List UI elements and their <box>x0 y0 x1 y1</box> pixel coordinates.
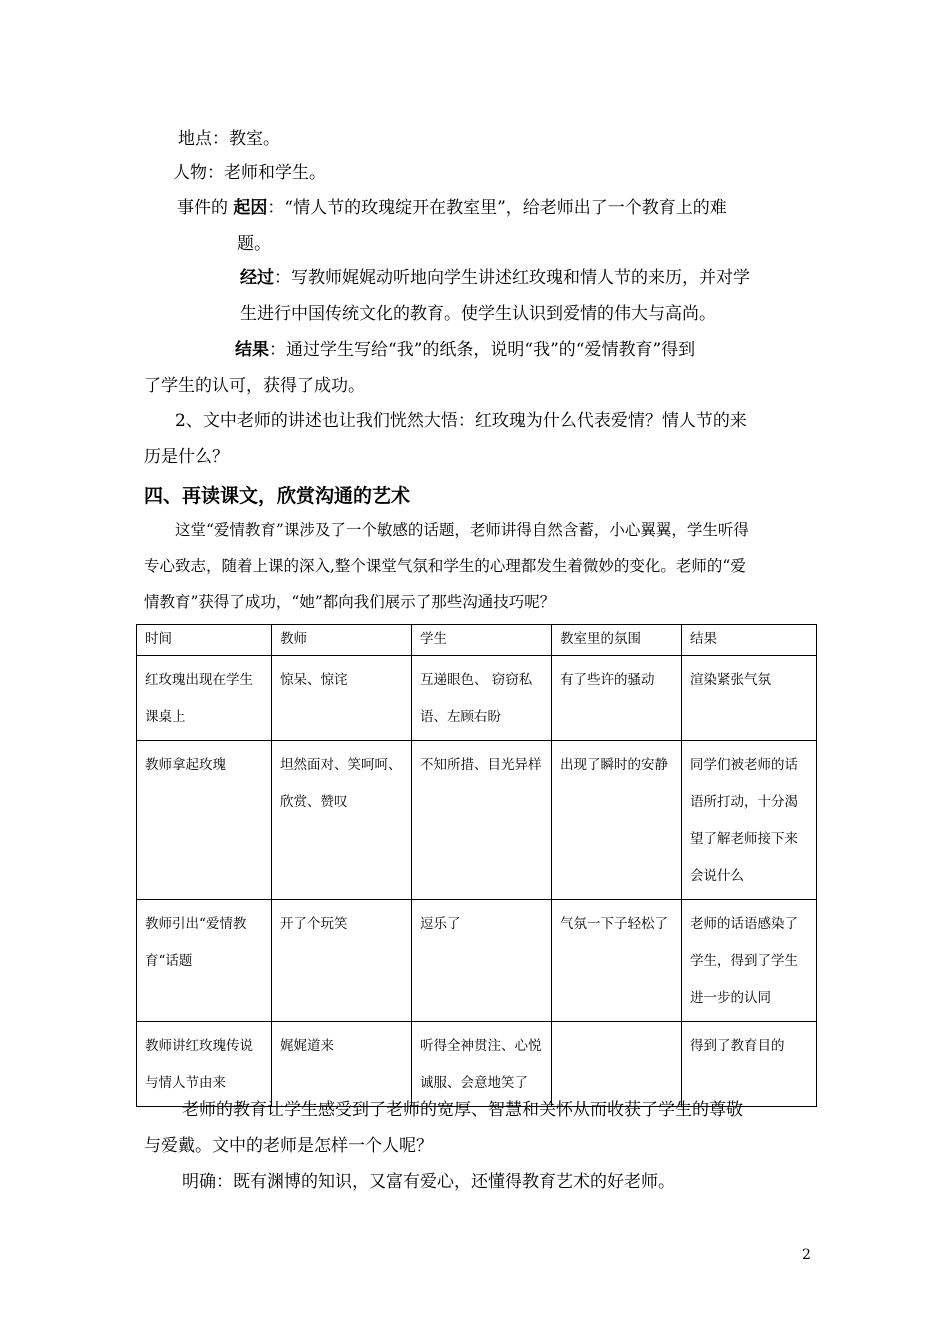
people-line: 人物：老师和学生。 <box>173 163 326 183</box>
header-atmosphere: 教室里的氛围 <box>552 625 682 656</box>
table-cell: 听得全神贯注、心悦诚服、会意地笑了 <box>412 1022 552 1107</box>
question-2-line-cont: 历是什么？ <box>144 447 229 467</box>
conclusion-line-2: 与爱戴。文中的老师是怎样一个人呢？ <box>144 1136 433 1156</box>
process-text: ：写教师娓娓动听地向学生讲述红玫瑰和情人节的来历，并对学 <box>274 268 750 288</box>
table-header-row <box>137 625 817 656</box>
table-row <box>137 741 817 900</box>
table-cell: 有了些许的骚动 <box>552 656 682 741</box>
result-text: ：通过学生写给“我”的纸条，说明“我”的“爱情教育”得到 <box>269 340 696 360</box>
table-cell: 不知所措、目光异样 <box>412 741 552 900</box>
header-student: 学生 <box>412 625 552 656</box>
page-number: 2 <box>802 1247 811 1263</box>
table-cell: 得到了教育目的 <box>682 1022 817 1107</box>
conclusion-line-1: 老师的教育让学生感受到了老师的宽厚、智慧和关怀从而收获了学生的尊敬 <box>182 1100 743 1120</box>
section-four-heading: 四、再读课文，欣赏沟通的艺术 <box>144 485 411 507</box>
result-line <box>235 338 695 362</box>
table-cell: 同学们被老师的话语所打动，十分渴望了解老师接下来会说什么 <box>682 741 817 900</box>
communication-table <box>136 624 817 1107</box>
table-row <box>137 1022 817 1107</box>
table-row <box>137 900 817 1022</box>
table-cell <box>552 1022 682 1107</box>
result-label: 结果 <box>235 340 269 360</box>
intro-line-2: 专心致志，随着上课的深入,整个课堂气氛和学生的心理都发生着微妙的变化。老师的“爱 <box>144 557 746 575</box>
table-cell: 教师引出“爱情教育“话题 <box>137 900 272 1022</box>
process-line <box>240 266 750 290</box>
intro-line-1: 这堂“爱情教育”课涉及了一个敏感的话题，老师讲得自然含蓄，小心翼翼，学生听得 <box>175 521 749 539</box>
cause-line-cont: 题。 <box>237 234 271 254</box>
table-cell: 教师拿起玫瑰 <box>137 741 272 900</box>
cause-label: 起因 <box>233 198 268 218</box>
table-cell: 红玫瑰出现在学生课桌上 <box>137 656 272 741</box>
result-line-cont: 了学生的认可，获得了成功。 <box>144 376 365 396</box>
table-cell: 互递眼色、 窃窃私语、左顾右盼 <box>412 656 552 741</box>
table-cell: 坦然面对、笑呵呵、欣赏、赞叹 <box>272 741 412 900</box>
table-cell: 气氛一下子轻松了 <box>552 900 682 1022</box>
cause-line <box>177 196 727 220</box>
table-cell: 老师的话语感染了学生，得到了学生进一步的认同 <box>682 900 817 1022</box>
table-cell: 开了个玩笑 <box>272 900 412 1022</box>
table-cell: 惊呆、惊诧 <box>272 656 412 741</box>
table-cell: 逗乐了 <box>412 900 552 1022</box>
table-cell: 渲染紧张气氛 <box>682 656 817 741</box>
answer-line: 明确：既有渊博的知识，又富有爱心，还懂得教育艺术的好老师。 <box>182 1172 675 1192</box>
question-2-line: 2、文中老师的讲述也让我们恍然大悟：红玫瑰为什么代表爱情？情人节的来 <box>175 411 747 431</box>
process-line-cont: 生进行中国传统文化的教育。使学生认识到爱情的伟大与高尚。 <box>240 304 716 324</box>
table-cell: 出现了瞬时的安静 <box>552 741 682 900</box>
process-label: 经过 <box>240 268 274 288</box>
header-result: 结果 <box>682 625 817 656</box>
event-prefix: 事件的 <box>177 198 234 218</box>
header-time: 时间 <box>137 625 272 656</box>
intro-line-3: 情教育”获得了成功，“她”都向我们展示了那些沟通技巧呢？ <box>144 593 556 611</box>
table-cell: 教师讲红玫瑰传说与情人节由来 <box>137 1022 272 1107</box>
table-cell: 娓娓道来 <box>272 1022 412 1107</box>
cause-text: ：“情人节的玫瑰绽开在教室里”，给老师出了一个教育上的难 <box>267 198 727 218</box>
place-line: 地点：教室。 <box>178 129 280 149</box>
header-teacher: 教师 <box>272 625 412 656</box>
table-row <box>137 656 817 741</box>
